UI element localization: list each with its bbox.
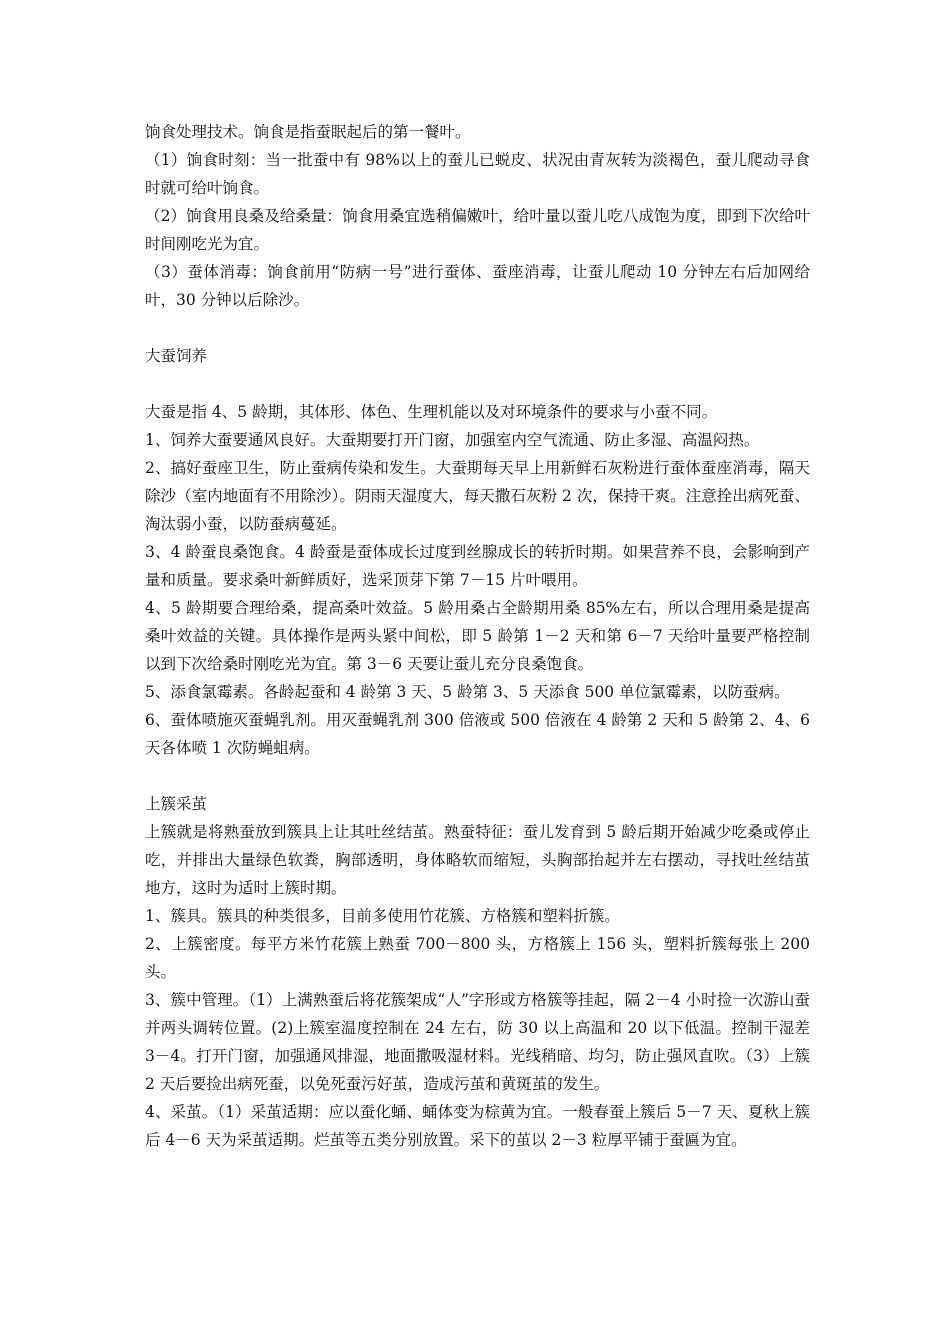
paragraph: （3）蚕体消毒：饷食前用“防病一号”进行蚕体、蚕座消毒，让蚕儿爬动 10 分钟左右后加网给叶，30 分钟以后除沙。 xyxy=(145,263,810,309)
paragraph: 2、搞好蚕座卫生，防止蚕病传染和发生。大蚕期每天早上用新鲜石灰粉进行蚕体蚕座消毒，隔天除沙（室内地面有不用除沙）。阴雨天湿度大，每天撒石灰粉 2 次，保持干爽。注意拴出病死蚕、淘汰弱小蚕，以防蚕病蔓延。 xyxy=(145,459,810,533)
paragraph: 饷食处理技术。饷食是指蚕眠起后的第一餐叶。 xyxy=(145,123,471,141)
section-heading: 上簇采茧 xyxy=(145,795,208,813)
paragraph: 5、添食氯霉素。各龄起蚕和 4 龄第 3 天、5 龄第 3、5 天添食 500 单位氯霉素，以防蚕病。 xyxy=(145,683,790,701)
paragraph: （2）饷食用良桑及给桑量：饷食用桑宜选稍偏嫩叶，给叶量以蚕儿吃八成饱为度，即到下次给叶时间刚吃光为宜。 xyxy=(145,207,810,253)
paragraph: 3、4 龄蚕良桑饱食。4 龄蚕是蚕体成长过度到丝腺成长的转折时期。如果营养不良，会影响到产量和质量。要求桑叶新鲜质好，选采顶芽下第 7－15 片叶喂用。 xyxy=(145,543,810,589)
paragraph: （1）饷食时刻：当一批蚕中有 98%以上的蚕儿已蜕皮、状况由青灰转为淡褐色，蚕儿爬动寻食时就可给叶饷食。 xyxy=(145,151,810,197)
paragraph: 大蚕是指 4、5 龄期，其体形、体色、生理机能以及对环境条件的要求与小蚕不同。 xyxy=(145,403,718,421)
section-heading: 大蚕饲养 xyxy=(145,347,208,365)
paragraph: 1、饲养大蚕要通风良好。大蚕期要打开门窗，加强室内空气流通、防止多湿、高温闷热。 xyxy=(145,431,760,449)
document-body xyxy=(145,118,810,1154)
paragraph: 4、5 龄期要合理给桑，提高桑叶效益。5 龄用桑占全龄期用桑 85%左右，所以合理用桑是提高桑叶效益的关键。具体操作是两头紧中间松，即 5 龄第 1－2 天和第 6－7 天给叶量要严格控制以到下次给桑时刚吃光为宜。第 3－6 天要让蚕儿充分良桑饱食。 xyxy=(145,599,810,673)
paragraph: 2、上簇密度。每平方米竹花簇上熟蚕 700－800 头，方格簇上 156 头，塑料折簇每张上 200 头。 xyxy=(145,935,810,981)
paragraph: 1、簇具。簇具的种类很多，目前多使用竹花簇、方格簇和塑料折簇。 xyxy=(145,907,620,925)
paragraph: 3、簇中管理。（1）上满熟蚕后将花簇架成“人”字形或方格簇等挂起，隔 2－4 小时捡一次游山蚕并两头调转位置。(2)上簇室温度控制在 24 左右，防 30 以上高温和 20 以下低温。控制干湿差 3－4。打开门窗，加强通风排湿，地面撒吸湿材料。光线稍暗、均匀，防止强风直吹。（3）上簇 2 天后要捡出病死蚕，以免死蚕污好茧，造成污茧和黄斑茧的发生。 xyxy=(145,991,810,1093)
paragraph: 4、采茧。（1）采茧适期：应以蚕化蛹、蛹体变为棕黄为宜。一般春蚕上簇后 5－7 天、夏秋上簇后 4－6 天为采茧适期。烂茧等五类分别放置。采下的茧以 2－3 粒厚平铺于蚕匾为宜。 xyxy=(145,1103,810,1149)
paragraph: 6、蚕体喷施灭蚕蝇乳剂。用灭蚕蝇乳剂 300 倍液或 500 倍液在 4 龄第 2 天和 5 龄第 2、4、6 天各体喷 1 次防蝇蛆病。 xyxy=(145,711,810,757)
paragraph: 上簇就是将熟蚕放到簇具上让其吐丝结茧。熟蚕特征：蚕儿发育到 5 龄后期开始减少吃桑或停止吃，并排出大量绿色软粪，胸部透明，身体略软而缩短，头胸部抬起并左右摆动，寻找吐丝结茧地方，这时为适时上簇时期。 xyxy=(145,823,810,897)
